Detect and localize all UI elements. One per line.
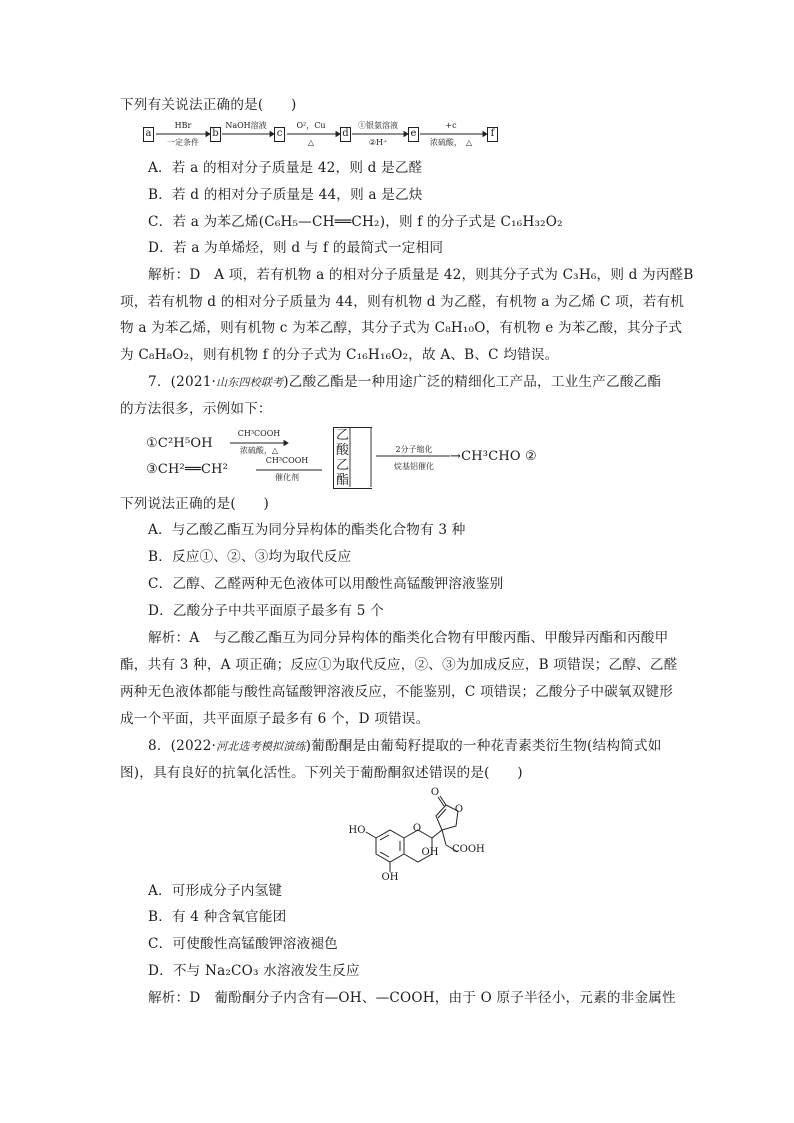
flow-r5-top: +c bbox=[445, 121, 457, 130]
q7-product-2: →CH³CHO ② bbox=[450, 449, 537, 464]
flow-node-b: b bbox=[210, 127, 221, 142]
q7-r3-bot: 催化剂 bbox=[275, 473, 299, 482]
q7-r2-top: 2分子缩化 bbox=[395, 445, 433, 454]
flow-r4-bot: ②H⁺ bbox=[368, 138, 388, 147]
q7-box-char-4: 酯 bbox=[336, 473, 350, 488]
q8-option-a: A．可形成分子内氢键 bbox=[148, 883, 283, 899]
q6-answer-line-1: 解析：D A 项，若有机物 a 的相对分子质量是 42，则其分子式为 C₃H₆，则 d 为丙醛B bbox=[148, 267, 694, 283]
q8-number: 8．(2022· bbox=[148, 738, 217, 754]
q8-option-c: C．可使酸性高锰酸钾溶液褪色 bbox=[148, 936, 338, 952]
q7-answer-line-4: 成一个平面，共平面原子最多有 6 个，D 项错误。 bbox=[120, 711, 430, 727]
q7-option-b: B．反应①、②、③均为取代反应 bbox=[148, 549, 352, 565]
flow-r3-top: O²，Cu bbox=[296, 121, 326, 130]
flow-node-a: a bbox=[143, 127, 154, 142]
q8-answer-line-1: 解析：D 葡酚酮分子内含有—OH、—COOH，由于 O 原子半径小，元素的非金属性 bbox=[148, 990, 676, 1006]
flow-r2-top: NaOH溶液 bbox=[225, 121, 267, 130]
q7-box-char-2: 酸 bbox=[336, 443, 350, 458]
q7-r1-top: CH³COOH bbox=[237, 429, 281, 438]
q7-box-char-1: 乙 bbox=[336, 428, 350, 443]
q7-question: 下列说法正确的是( ) bbox=[120, 496, 269, 512]
flow-r5-bot: 浓硫酸， △ bbox=[429, 138, 473, 147]
q7-answer-line-3: 两种无色液体都能与酸性高锰酸钾溶液反应，不能鉴别，C 项错误；乙酸分子中碳氧双键形 bbox=[120, 684, 674, 700]
q7-r2-bot: 烷基铝催化 bbox=[394, 462, 434, 471]
q7-box-char-3: 乙 bbox=[336, 458, 350, 473]
q7-reactant-1: ①C²H⁵OH bbox=[146, 436, 213, 451]
flow-r1-bot: 一定条件 bbox=[167, 138, 199, 147]
q8-stem-line-2: 图)，具有良好的抗氧化活性。下列关于葡酚酮叙述错误的是( ) bbox=[120, 765, 523, 781]
q7-r1-bot: 浓硫酸，△ bbox=[239, 446, 279, 455]
q7-option-c: C．乙醇、乙醛两种无色液体可以用酸性高锰酸钾溶液鉴别 bbox=[148, 576, 504, 592]
struct-o-ring: O bbox=[454, 804, 464, 815]
q7-reactant-3: ③CH²══CH² bbox=[146, 462, 229, 477]
q6-answer-line-4: 为 C₈H₈O₂，则有机物 f 的分子式为 C₁₆H₁₆O₂，故 A、B、C 均错误。 bbox=[120, 347, 559, 363]
flow-r4-top: ①银氨溶液 bbox=[358, 121, 398, 130]
q8-option-b: B．有 4 种含氧官能团 bbox=[148, 909, 287, 925]
q8-option-d: D．不与 Na₂CO₃ 水溶液发生反应 bbox=[148, 963, 360, 979]
q6-answer-line-3: 物 a 为苯乙烯，则有机物 c 为苯乙醇，其分子式为 C₈H₁₀O，有机物 e 为苯乙酸，其分子式 bbox=[120, 320, 683, 336]
flow-node-e: e bbox=[408, 127, 419, 142]
q7-option-a: A．与乙酸乙酯互为同分异构体的酯类化合物有 3 种 bbox=[148, 522, 466, 538]
flow-r3-bot: △ bbox=[307, 138, 315, 147]
flow-node-c: c bbox=[274, 127, 285, 142]
q7-r3-top: CH³COOH bbox=[265, 456, 309, 465]
q6-option-a: A．若 a 的相对分子质量是 42，则 d 是乙醛 bbox=[148, 160, 423, 176]
struct-cooh: COOH bbox=[452, 844, 485, 855]
q7-answer-line-1: 解析：A 与乙酸乙酯互为同分异构体的酯类化合物有甲酸丙酯、甲酸异丙酯和丙酸甲 bbox=[148, 630, 669, 646]
q7-stem-rest: )乙酸乙酯是一种用途广泛的精细化工产品，工业生产乙酸乙酯 bbox=[283, 374, 662, 390]
q7-source: 山东四校联考 bbox=[216, 376, 284, 389]
q7-option-d: D．乙酸分子中共平面原子最多有 5 个 bbox=[148, 603, 384, 619]
q6-option-b: B．若 d 的相对分子质量是 44，则 a 是乙炔 bbox=[148, 187, 423, 203]
struct-oh-mid: OH bbox=[421, 847, 439, 858]
q6-option-c: C．若 a 为苯乙烯(C₆H₅—CH══CH₂)，则 f 的分子式是 C₁₆H₃₂O₂ bbox=[148, 214, 563, 230]
struct-oh-bottom: OH bbox=[381, 872, 399, 883]
q8-source: 河北选考模拟演练 bbox=[216, 740, 306, 753]
q6-answer-line-2: 项，若有机物 d 的相对分子质量为 44，则有机物 d 为乙醛，有机物 a 为乙烯 C 项，若有机 bbox=[120, 294, 685, 310]
struct-o-top: O bbox=[430, 787, 440, 798]
q7-answer-line-2: 酯，共有 3 种，A 项正确；反应①为取代反应，②、③为加成反应，B 项错误；乙醇、乙醛 bbox=[120, 657, 678, 673]
q7-number: 7．(2021· bbox=[148, 374, 217, 390]
struct-ho-left: HO bbox=[348, 825, 366, 836]
q6-stem: 下列有关说法正确的是( ) bbox=[120, 97, 297, 113]
flow-r1-top: HBr bbox=[174, 121, 192, 130]
q8-stem-rest: )葡酚酮是由葡萄籽提取的一种花青素类衍生物(结构简式如 bbox=[305, 738, 662, 754]
flow-node-f: f bbox=[487, 127, 498, 142]
flow-node-d: d bbox=[340, 127, 351, 142]
struct-o-pyran: O bbox=[412, 823, 422, 834]
q6-option-d: D．若 a 为单烯烃，则 d 与 f 的最简式一定相同 bbox=[148, 240, 444, 256]
q7-stem-line-2: 的方法很多，示例如下： bbox=[120, 401, 272, 417]
